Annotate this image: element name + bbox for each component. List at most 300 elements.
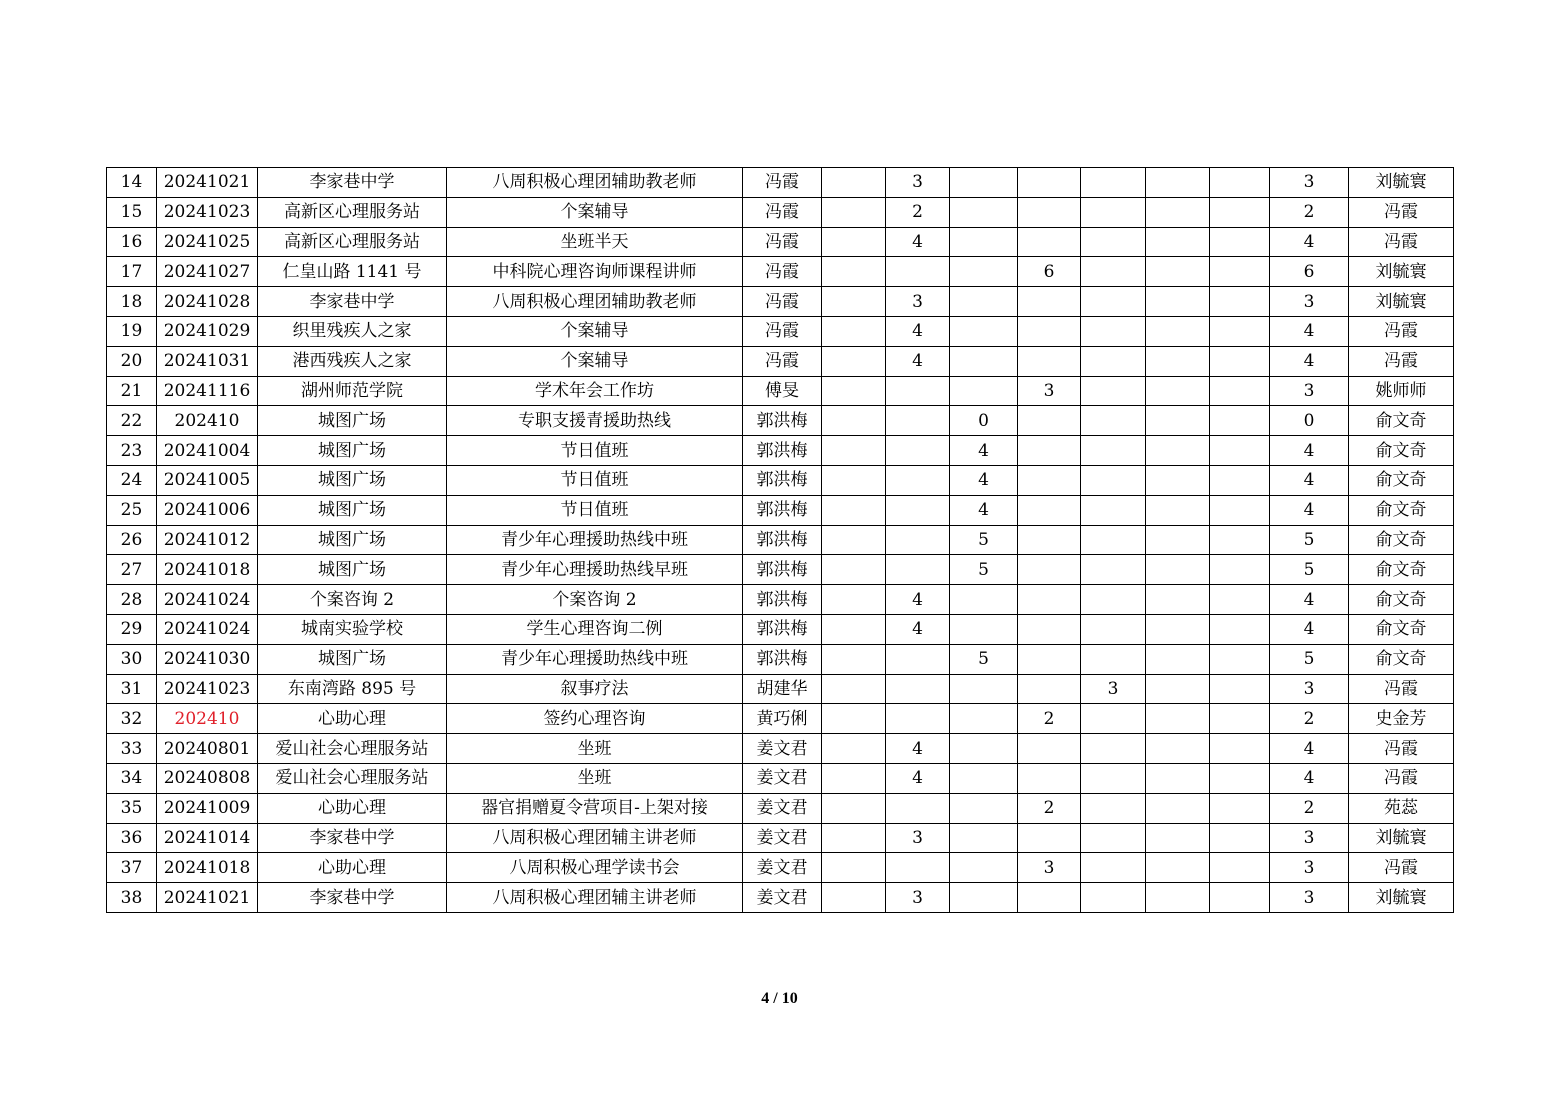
volunteer-name-cell: 姜文君 bbox=[743, 793, 822, 823]
hours-col-7-cell bbox=[1210, 197, 1270, 227]
location-cell: 心助心理 bbox=[258, 704, 447, 734]
activity-cell: 节日值班 bbox=[447, 436, 743, 466]
row-number-cell: 21 bbox=[107, 376, 157, 406]
total-hours-cell: 3 bbox=[1270, 287, 1349, 317]
table-row bbox=[107, 793, 1454, 823]
hours-col-3-cell: 5 bbox=[950, 555, 1018, 585]
hours-col-6-cell bbox=[1146, 853, 1210, 883]
row-number-cell: 14 bbox=[107, 168, 157, 198]
row-number-cell: 19 bbox=[107, 316, 157, 346]
date-cell: 20241028 bbox=[157, 287, 258, 317]
row-number-cell: 35 bbox=[107, 793, 157, 823]
date-cell: 20241030 bbox=[157, 644, 258, 674]
location-cell: 城图广场 bbox=[258, 436, 447, 466]
hours-col-1-cell bbox=[822, 227, 886, 257]
date-cell: 20241018 bbox=[157, 555, 258, 585]
hours-col-2-cell: 4 bbox=[886, 346, 950, 376]
hours-col-2-cell bbox=[886, 257, 950, 287]
row-number-cell: 18 bbox=[107, 287, 157, 317]
hours-col-1-cell bbox=[822, 555, 886, 585]
hours-col-4-cell: 2 bbox=[1018, 793, 1081, 823]
volunteer-name-cell: 冯霞 bbox=[743, 346, 822, 376]
hours-col-4-cell bbox=[1018, 406, 1081, 436]
total-hours-cell: 2 bbox=[1270, 704, 1349, 734]
hours-col-7-cell bbox=[1210, 763, 1270, 793]
volunteer-name-cell: 姜文君 bbox=[743, 853, 822, 883]
table-row bbox=[107, 197, 1454, 227]
hours-col-6-cell bbox=[1146, 346, 1210, 376]
volunteer-name-cell: 郭洪梅 bbox=[743, 495, 822, 525]
row-number-cell: 23 bbox=[107, 436, 157, 466]
hours-col-6-cell bbox=[1146, 376, 1210, 406]
hours-col-3-cell bbox=[950, 227, 1018, 257]
hours-col-3-cell: 5 bbox=[950, 644, 1018, 674]
hours-col-4-cell bbox=[1018, 674, 1081, 704]
hours-col-4-cell bbox=[1018, 883, 1081, 913]
total-hours-cell: 4 bbox=[1270, 495, 1349, 525]
record-table bbox=[106, 167, 1454, 913]
volunteer-name-cell: 姜文君 bbox=[743, 734, 822, 764]
location-cell: 高新区心理服务站 bbox=[258, 197, 447, 227]
hours-col-5-cell bbox=[1081, 436, 1146, 466]
hours-col-4-cell: 2 bbox=[1018, 704, 1081, 734]
hours-col-2-cell: 4 bbox=[886, 316, 950, 346]
row-number-cell: 29 bbox=[107, 614, 157, 644]
row-number-cell: 20 bbox=[107, 346, 157, 376]
date-cell: 20241009 bbox=[157, 793, 258, 823]
row-number-cell: 37 bbox=[107, 853, 157, 883]
date-cell: 202410 bbox=[157, 406, 258, 436]
hours-col-6-cell bbox=[1146, 406, 1210, 436]
date-cell: 20241012 bbox=[157, 525, 258, 555]
location-cell: 城图广场 bbox=[258, 406, 447, 436]
hours-col-1-cell bbox=[822, 436, 886, 466]
hours-col-4-cell bbox=[1018, 495, 1081, 525]
hours-col-7-cell bbox=[1210, 227, 1270, 257]
volunteer-name-cell: 郭洪梅 bbox=[743, 436, 822, 466]
row-number-cell: 22 bbox=[107, 406, 157, 436]
hours-col-3-cell: 0 bbox=[950, 406, 1018, 436]
hours-col-6-cell bbox=[1146, 495, 1210, 525]
hours-col-2-cell bbox=[886, 674, 950, 704]
activity-cell: 叙事疗法 bbox=[447, 674, 743, 704]
verifier-cell: 冯霞 bbox=[1349, 763, 1454, 793]
total-hours-cell: 3 bbox=[1270, 883, 1349, 913]
hours-col-1-cell bbox=[822, 316, 886, 346]
location-cell: 东南湾路 895 号 bbox=[258, 674, 447, 704]
table-row bbox=[107, 257, 1454, 287]
hours-col-5-cell bbox=[1081, 495, 1146, 525]
table-row bbox=[107, 227, 1454, 257]
volunteer-name-cell: 郭洪梅 bbox=[743, 585, 822, 615]
hours-col-7-cell bbox=[1210, 644, 1270, 674]
total-hours-cell: 2 bbox=[1270, 793, 1349, 823]
date-cell: 20241024 bbox=[157, 614, 258, 644]
table-row bbox=[107, 555, 1454, 585]
volunteer-name-cell: 姜文君 bbox=[743, 763, 822, 793]
total-hours-cell: 4 bbox=[1270, 227, 1349, 257]
hours-col-2-cell: 3 bbox=[886, 883, 950, 913]
hours-col-4-cell bbox=[1018, 168, 1081, 198]
hours-col-5-cell bbox=[1081, 525, 1146, 555]
verifier-cell: 冯霞 bbox=[1349, 316, 1454, 346]
hours-col-3-cell bbox=[950, 793, 1018, 823]
hours-col-7-cell bbox=[1210, 346, 1270, 376]
hours-col-3-cell bbox=[950, 585, 1018, 615]
hours-col-2-cell bbox=[886, 704, 950, 734]
table-row bbox=[107, 674, 1454, 704]
hours-col-2-cell: 3 bbox=[886, 287, 950, 317]
hours-col-7-cell bbox=[1210, 674, 1270, 704]
table-row bbox=[107, 763, 1454, 793]
total-hours-cell: 3 bbox=[1270, 853, 1349, 883]
hours-col-3-cell bbox=[950, 734, 1018, 764]
hours-col-6-cell bbox=[1146, 823, 1210, 853]
total-hours-cell: 4 bbox=[1270, 465, 1349, 495]
verifier-cell: 冯霞 bbox=[1349, 197, 1454, 227]
total-hours-cell: 6 bbox=[1270, 257, 1349, 287]
verifier-cell: 俞文奇 bbox=[1349, 436, 1454, 466]
hours-col-7-cell bbox=[1210, 495, 1270, 525]
hours-col-6-cell bbox=[1146, 555, 1210, 585]
volunteer-name-cell: 冯霞 bbox=[743, 168, 822, 198]
hours-col-3-cell bbox=[950, 823, 1018, 853]
hours-col-4-cell bbox=[1018, 287, 1081, 317]
hours-col-6-cell bbox=[1146, 197, 1210, 227]
hours-col-2-cell bbox=[886, 555, 950, 585]
activity-cell: 青少年心理援助热线中班 bbox=[447, 644, 743, 674]
hours-col-4-cell: 3 bbox=[1018, 376, 1081, 406]
table-row bbox=[107, 614, 1454, 644]
activity-cell: 专职支援青援助热线 bbox=[447, 406, 743, 436]
row-number-cell: 27 bbox=[107, 555, 157, 585]
hours-col-2-cell bbox=[886, 793, 950, 823]
hours-col-3-cell bbox=[950, 674, 1018, 704]
hours-col-5-cell bbox=[1081, 287, 1146, 317]
date-cell: 20241004 bbox=[157, 436, 258, 466]
row-number-cell: 28 bbox=[107, 585, 157, 615]
hours-col-5-cell bbox=[1081, 585, 1146, 615]
date-cell: 20241005 bbox=[157, 465, 258, 495]
hours-col-1-cell bbox=[822, 465, 886, 495]
total-hours-cell: 5 bbox=[1270, 555, 1349, 585]
table-row bbox=[107, 704, 1454, 734]
hours-col-6-cell bbox=[1146, 674, 1210, 704]
hours-col-7-cell bbox=[1210, 525, 1270, 555]
hours-col-7-cell bbox=[1210, 555, 1270, 585]
location-cell: 心助心理 bbox=[258, 853, 447, 883]
verifier-cell: 刘毓寰 bbox=[1349, 287, 1454, 317]
table-row bbox=[107, 585, 1454, 615]
hours-col-1-cell bbox=[822, 793, 886, 823]
hours-col-5-cell: 3 bbox=[1081, 674, 1146, 704]
hours-col-1-cell bbox=[822, 346, 886, 376]
hours-col-6-cell bbox=[1146, 168, 1210, 198]
date-cell: 20241021 bbox=[157, 168, 258, 198]
activity-cell: 学术年会工作坊 bbox=[447, 376, 743, 406]
hours-col-3-cell bbox=[950, 376, 1018, 406]
activity-cell: 八周积极心理团辅助教老师 bbox=[447, 287, 743, 317]
hours-col-1-cell bbox=[822, 734, 886, 764]
date-cell: 20241116 bbox=[157, 376, 258, 406]
activity-cell: 八周积极心理团辅助教老师 bbox=[447, 168, 743, 198]
location-cell: 李家巷中学 bbox=[258, 823, 447, 853]
location-cell: 李家巷中学 bbox=[258, 287, 447, 317]
activity-cell: 个案咨询 2 bbox=[447, 585, 743, 615]
hours-col-4-cell bbox=[1018, 585, 1081, 615]
volunteer-name-cell: 姜文君 bbox=[743, 883, 822, 913]
hours-col-2-cell: 3 bbox=[886, 823, 950, 853]
hours-col-1-cell bbox=[822, 674, 886, 704]
hours-col-7-cell bbox=[1210, 316, 1270, 346]
table-row bbox=[107, 436, 1454, 466]
hours-col-3-cell bbox=[950, 257, 1018, 287]
hours-col-7-cell bbox=[1210, 704, 1270, 734]
verifier-cell: 俞文奇 bbox=[1349, 585, 1454, 615]
location-cell: 城图广场 bbox=[258, 555, 447, 585]
total-hours-cell: 5 bbox=[1270, 644, 1349, 674]
verifier-cell: 冯霞 bbox=[1349, 853, 1454, 883]
hours-col-3-cell bbox=[950, 763, 1018, 793]
hours-col-7-cell bbox=[1210, 287, 1270, 317]
volunteer-name-cell: 胡建华 bbox=[743, 674, 822, 704]
hours-col-6-cell bbox=[1146, 883, 1210, 913]
total-hours-cell: 2 bbox=[1270, 197, 1349, 227]
hours-col-1-cell bbox=[822, 406, 886, 436]
hours-col-7-cell bbox=[1210, 853, 1270, 883]
hours-col-1-cell bbox=[822, 883, 886, 913]
hours-col-2-cell bbox=[886, 465, 950, 495]
hours-col-1-cell bbox=[822, 168, 886, 198]
page-number: 4 / 10 bbox=[761, 990, 798, 1007]
hours-col-4-cell bbox=[1018, 465, 1081, 495]
hours-col-1-cell bbox=[822, 763, 886, 793]
hours-col-4-cell bbox=[1018, 823, 1081, 853]
hours-col-5-cell bbox=[1081, 555, 1146, 585]
verifier-cell: 俞文奇 bbox=[1349, 465, 1454, 495]
volunteer-name-cell: 郭洪梅 bbox=[743, 525, 822, 555]
row-number-cell: 25 bbox=[107, 495, 157, 525]
hours-col-7-cell bbox=[1210, 734, 1270, 764]
row-number-cell: 26 bbox=[107, 525, 157, 555]
volunteer-name-cell: 郭洪梅 bbox=[743, 614, 822, 644]
table-body bbox=[107, 168, 1454, 913]
hours-col-5-cell bbox=[1081, 406, 1146, 436]
date-cell: 20241027 bbox=[157, 257, 258, 287]
row-number-cell: 24 bbox=[107, 465, 157, 495]
hours-col-1-cell bbox=[822, 585, 886, 615]
activity-cell: 青少年心理援助热线早班 bbox=[447, 555, 743, 585]
hours-col-1-cell bbox=[822, 614, 886, 644]
hours-col-6-cell bbox=[1146, 465, 1210, 495]
hours-col-6-cell bbox=[1146, 704, 1210, 734]
hours-col-6-cell bbox=[1146, 436, 1210, 466]
table-row bbox=[107, 525, 1454, 555]
date-cell: 20241021 bbox=[157, 883, 258, 913]
verifier-cell: 俞文奇 bbox=[1349, 614, 1454, 644]
location-cell: 城图广场 bbox=[258, 495, 447, 525]
hours-col-3-cell: 4 bbox=[950, 436, 1018, 466]
date-cell: 20241006 bbox=[157, 495, 258, 525]
hours-col-4-cell bbox=[1018, 316, 1081, 346]
activity-cell: 八周积极心理学读书会 bbox=[447, 853, 743, 883]
hours-col-5-cell bbox=[1081, 823, 1146, 853]
hours-col-5-cell bbox=[1081, 614, 1146, 644]
hours-col-7-cell bbox=[1210, 436, 1270, 466]
verifier-cell: 刘毓寰 bbox=[1349, 883, 1454, 913]
hours-col-4-cell bbox=[1018, 644, 1081, 674]
volunteer-name-cell: 郭洪梅 bbox=[743, 555, 822, 585]
hours-col-3-cell bbox=[950, 614, 1018, 644]
volunteer-name-cell: 冯霞 bbox=[743, 316, 822, 346]
row-number-cell: 36 bbox=[107, 823, 157, 853]
hours-col-3-cell bbox=[950, 346, 1018, 376]
hours-col-1-cell bbox=[822, 853, 886, 883]
hours-col-5-cell bbox=[1081, 257, 1146, 287]
hours-col-2-cell bbox=[886, 495, 950, 525]
hours-col-7-cell bbox=[1210, 883, 1270, 913]
location-cell: 高新区心理服务站 bbox=[258, 227, 447, 257]
hours-col-7-cell bbox=[1210, 614, 1270, 644]
hours-col-3-cell bbox=[950, 853, 1018, 883]
hours-col-6-cell bbox=[1146, 734, 1210, 764]
hours-col-4-cell bbox=[1018, 346, 1081, 376]
location-cell: 仁皇山路 1141 号 bbox=[258, 257, 447, 287]
table-row bbox=[107, 346, 1454, 376]
hours-col-1-cell bbox=[822, 197, 886, 227]
date-cell: 20241025 bbox=[157, 227, 258, 257]
verifier-cell: 俞文奇 bbox=[1349, 644, 1454, 674]
hours-col-1-cell bbox=[822, 823, 886, 853]
hours-col-4-cell: 3 bbox=[1018, 853, 1081, 883]
hours-col-4-cell bbox=[1018, 763, 1081, 793]
date-cell: 20241014 bbox=[157, 823, 258, 853]
total-hours-cell: 3 bbox=[1270, 168, 1349, 198]
hours-col-5-cell bbox=[1081, 763, 1146, 793]
location-cell: 织里残疾人之家 bbox=[258, 316, 447, 346]
hours-col-2-cell bbox=[886, 525, 950, 555]
verifier-cell: 俞文奇 bbox=[1349, 525, 1454, 555]
row-number-cell: 38 bbox=[107, 883, 157, 913]
total-hours-cell: 3 bbox=[1270, 823, 1349, 853]
hours-col-1-cell bbox=[822, 495, 886, 525]
activity-cell: 坐班 bbox=[447, 763, 743, 793]
date-cell: 20241024 bbox=[157, 585, 258, 615]
hours-col-5-cell bbox=[1081, 168, 1146, 198]
volunteer-name-cell: 冯霞 bbox=[743, 227, 822, 257]
verifier-cell: 史金芳 bbox=[1349, 704, 1454, 734]
table-row bbox=[107, 734, 1454, 764]
verifier-cell: 冯霞 bbox=[1349, 734, 1454, 764]
verifier-cell: 冯霞 bbox=[1349, 674, 1454, 704]
hours-col-2-cell: 2 bbox=[886, 197, 950, 227]
verifier-cell: 刘毓寰 bbox=[1349, 257, 1454, 287]
location-cell: 爱山社会心理服务站 bbox=[258, 734, 447, 764]
verifier-cell: 姚师师 bbox=[1349, 376, 1454, 406]
location-cell: 湖州师范学院 bbox=[258, 376, 447, 406]
table-row bbox=[107, 823, 1454, 853]
date-cell: 20241029 bbox=[157, 316, 258, 346]
activity-cell: 节日值班 bbox=[447, 465, 743, 495]
location-cell: 李家巷中学 bbox=[258, 168, 447, 198]
hours-col-2-cell: 4 bbox=[886, 585, 950, 615]
hours-col-2-cell: 3 bbox=[886, 168, 950, 198]
hours-col-2-cell: 4 bbox=[886, 614, 950, 644]
location-cell: 城图广场 bbox=[258, 465, 447, 495]
hours-col-3-cell: 4 bbox=[950, 495, 1018, 525]
date-cell: 20241023 bbox=[157, 197, 258, 227]
table-row bbox=[107, 495, 1454, 525]
location-cell: 李家巷中学 bbox=[258, 883, 447, 913]
hours-col-3-cell bbox=[950, 197, 1018, 227]
hours-col-4-cell: 6 bbox=[1018, 257, 1081, 287]
hours-col-6-cell bbox=[1146, 763, 1210, 793]
hours-col-3-cell: 5 bbox=[950, 525, 1018, 555]
hours-col-2-cell bbox=[886, 436, 950, 466]
hours-col-1-cell bbox=[822, 704, 886, 734]
verifier-cell: 冯霞 bbox=[1349, 227, 1454, 257]
volunteer-name-cell: 黄巧俐 bbox=[743, 704, 822, 734]
hours-col-4-cell bbox=[1018, 197, 1081, 227]
hours-col-6-cell bbox=[1146, 227, 1210, 257]
hours-col-5-cell bbox=[1081, 793, 1146, 823]
row-number-cell: 16 bbox=[107, 227, 157, 257]
date-cell: 20241023 bbox=[157, 674, 258, 704]
total-hours-cell: 0 bbox=[1270, 406, 1349, 436]
hours-col-7-cell bbox=[1210, 793, 1270, 823]
volunteer-name-cell: 郭洪梅 bbox=[743, 465, 822, 495]
table-row bbox=[107, 465, 1454, 495]
hours-col-5-cell bbox=[1081, 465, 1146, 495]
hours-col-1-cell bbox=[822, 287, 886, 317]
hours-col-5-cell bbox=[1081, 376, 1146, 406]
total-hours-cell: 4 bbox=[1270, 436, 1349, 466]
hours-col-5-cell bbox=[1081, 644, 1146, 674]
location-cell: 城图广场 bbox=[258, 644, 447, 674]
date-cell: 20240808 bbox=[157, 763, 258, 793]
location-cell: 港西残疾人之家 bbox=[258, 346, 447, 376]
row-number-cell: 17 bbox=[107, 257, 157, 287]
volunteer-name-cell: 郭洪梅 bbox=[743, 644, 822, 674]
total-hours-cell: 3 bbox=[1270, 674, 1349, 704]
hours-col-1-cell bbox=[822, 257, 886, 287]
hours-col-2-cell: 4 bbox=[886, 763, 950, 793]
volunteer-name-cell: 冯霞 bbox=[743, 197, 822, 227]
row-number-cell: 32 bbox=[107, 704, 157, 734]
volunteer-name-cell: 冯霞 bbox=[743, 257, 822, 287]
verifier-cell: 俞文奇 bbox=[1349, 555, 1454, 585]
hours-col-4-cell bbox=[1018, 555, 1081, 585]
hours-col-3-cell: 4 bbox=[950, 465, 1018, 495]
volunteer-name-cell: 冯霞 bbox=[743, 287, 822, 317]
total-hours-cell: 5 bbox=[1270, 525, 1349, 555]
hours-col-6-cell bbox=[1146, 257, 1210, 287]
hours-col-5-cell bbox=[1081, 346, 1146, 376]
date-cell: 20241018 bbox=[157, 853, 258, 883]
row-number-cell: 15 bbox=[107, 197, 157, 227]
row-number-cell: 30 bbox=[107, 644, 157, 674]
table-row bbox=[107, 883, 1454, 913]
hours-col-2-cell bbox=[886, 853, 950, 883]
activity-cell: 个案辅导 bbox=[447, 197, 743, 227]
hours-col-5-cell bbox=[1081, 316, 1146, 346]
hours-col-3-cell bbox=[950, 883, 1018, 913]
hours-col-7-cell bbox=[1210, 257, 1270, 287]
verifier-cell: 冯霞 bbox=[1349, 346, 1454, 376]
table-row bbox=[107, 853, 1454, 883]
activity-cell: 节日值班 bbox=[447, 495, 743, 525]
hours-col-6-cell bbox=[1146, 793, 1210, 823]
